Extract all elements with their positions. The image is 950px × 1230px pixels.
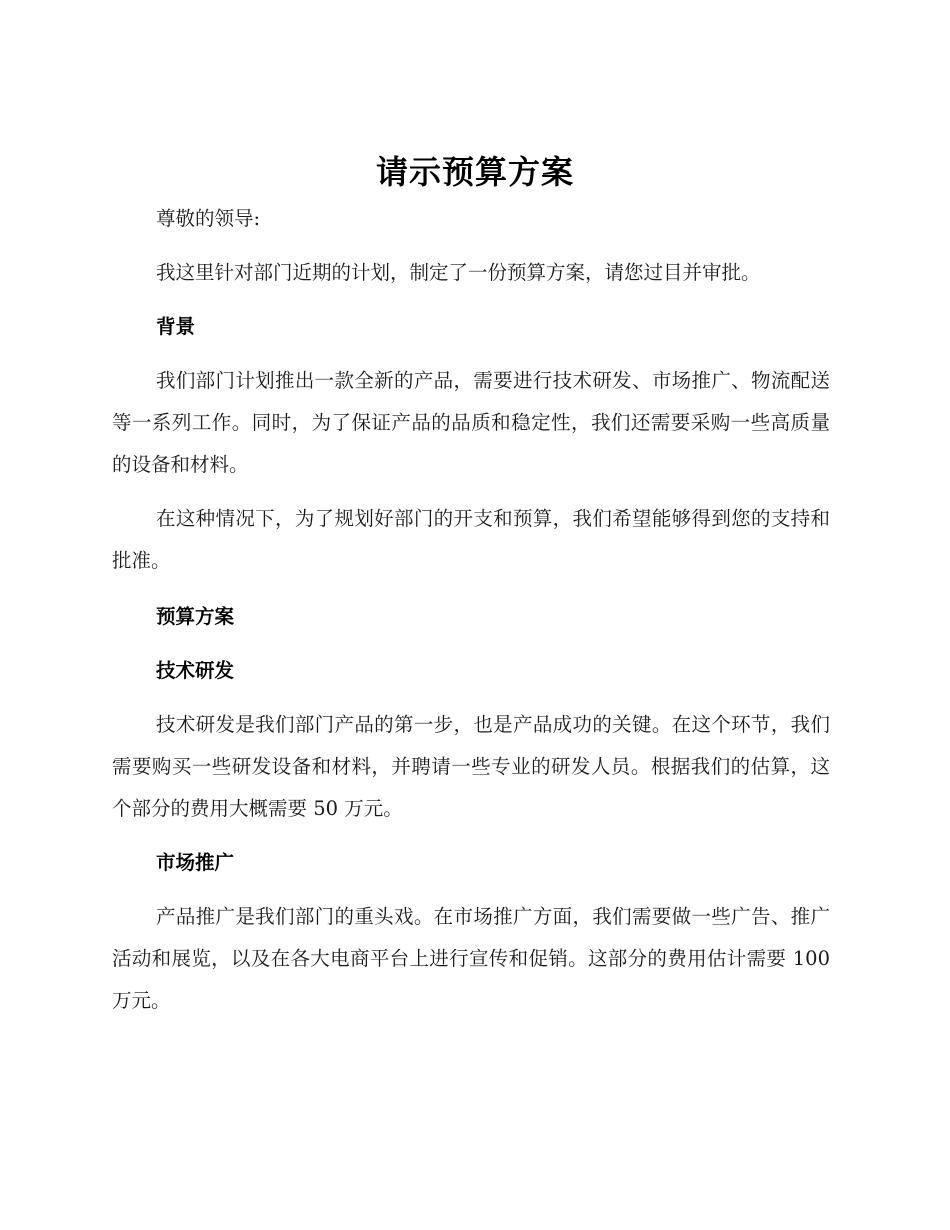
- rd-heading: 技术研发: [156, 659, 235, 682]
- document-title: 请示预算方案: [375, 153, 574, 191]
- marketing-paragraph: 产品推广是我们部门的重头戏。在市场推广方面，我们需要做一些广告、推广活动和展览，以及在各大电商平台上进行宣传和促销。这部分的费用估计需要 100 万元。: [112, 905, 830, 1012]
- budget-heading: 预算方案: [156, 605, 235, 628]
- background-paragraph-1: 我们部门计划推出一款全新的产品，需要进行技术研发、市场推广、物流配送等一系列工作。同时，为了保证产品的品质和稳定性，我们还需要采购一些高质量的设备和材料。: [112, 369, 830, 476]
- background-heading: 背景: [156, 315, 196, 338]
- document-body: [112, 198, 830, 1022]
- background-paragraph-2: 在这种情况下，为了规划好部门的开支和预算，我们希望能够得到您的支持和批准。: [112, 507, 830, 572]
- marketing-heading: 市场推广: [156, 851, 235, 874]
- intro-paragraph: 我这里针对部门近期的计划，制定了一份预算方案，请您过目并审批。: [156, 261, 761, 284]
- rd-paragraph: 技术研发是我们部门产品的第一步，也是产品成功的关键。在这个环节，我们需要购买一些研发设备和材料，并聘请一些专业的研发人员。根据我们的估算，这个部分的费用大概需要 50 万元。: [112, 713, 830, 820]
- salutation: 尊敬的领导:: [156, 207, 261, 230]
